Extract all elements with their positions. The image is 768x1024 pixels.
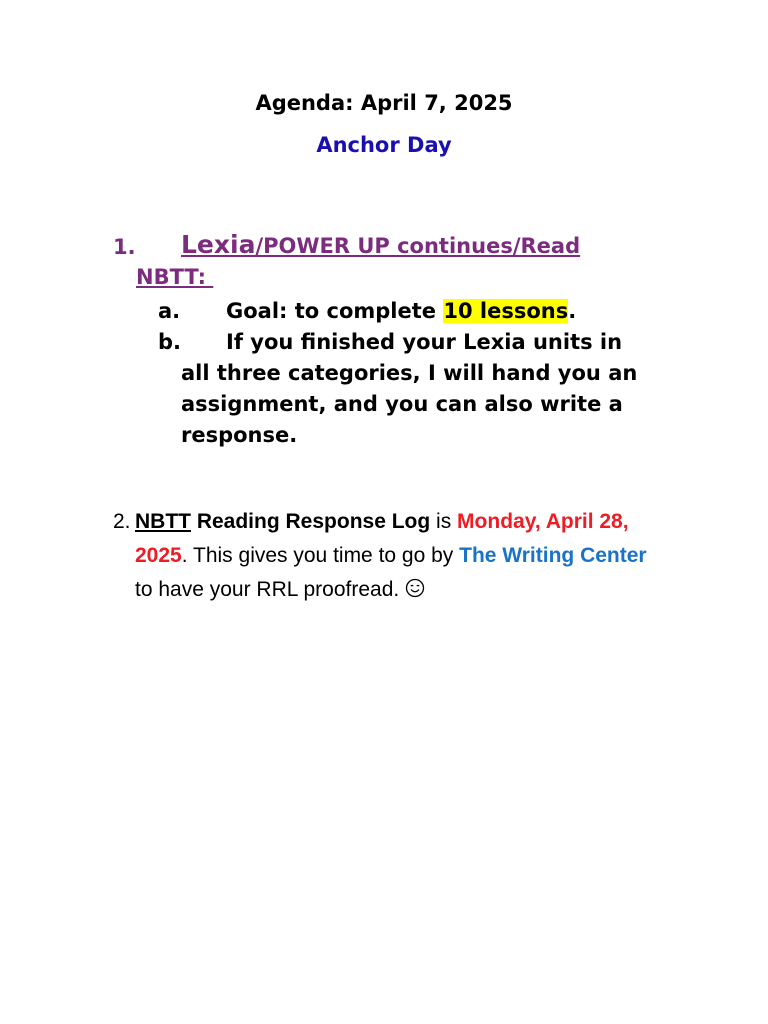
smiley-icon <box>405 575 425 609</box>
nbtt-label: NBTT <box>135 510 191 533</box>
agenda-item-2 <box>113 505 653 609</box>
lexia-word: Lexia <box>181 230 256 259</box>
item-2-mid: . This gives you time to go by <box>181 544 460 567</box>
item-2-text <box>113 505 653 609</box>
sub-item-b-text-1: If you finished your Lexia units in <box>226 330 623 354</box>
item-1-heading-line2: NBTT: <box>136 265 214 289</box>
sub-item-a <box>158 296 718 327</box>
item-1-heading-rest: /POWER UP continues/Read <box>255 234 581 258</box>
item-2-end: to have your RRL proofread. <box>135 578 406 601</box>
item-1-number: 1. <box>113 235 136 259</box>
agenda-subtitle: Anchor Day <box>316 133 452 157</box>
agenda-title: Agenda: April 7, 2025 <box>255 91 513 115</box>
highlighted-lessons: 10 lessons <box>443 299 569 323</box>
sub-item-a-end: . <box>568 299 577 323</box>
sub-item-b <box>158 327 718 451</box>
item-1-heading <box>181 230 580 259</box>
item-2-is: is <box>430 510 458 533</box>
rrl-label: Reading Response Log <box>191 510 431 533</box>
sub-item-b-text-2: all three categories, I will hand you an assignment, and you can also write a response. <box>181 361 638 447</box>
sub-item-b-label: b. <box>158 330 182 354</box>
sub-item-a-label: a. <box>158 299 181 323</box>
due-date: Monday, April 28, 2025 <box>135 510 629 567</box>
sub-item-a-text: Goal: to complete <box>226 299 444 323</box>
writing-center-name: The Writing Center <box>459 544 647 567</box>
item-2-number: 2. <box>113 510 131 533</box>
